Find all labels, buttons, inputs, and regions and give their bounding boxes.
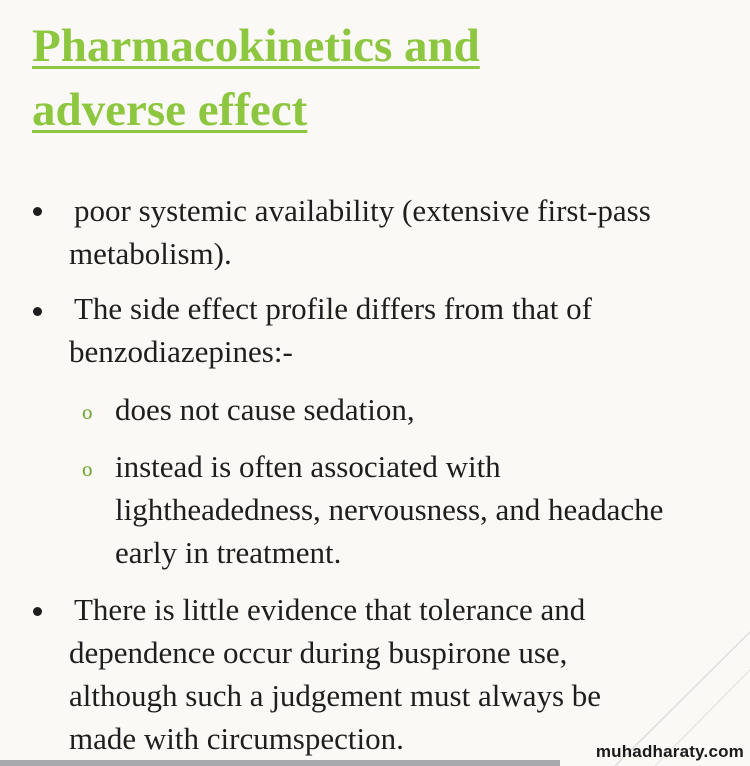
bullet-text-line: The side effect profile differs from that of bbox=[74, 291, 592, 326]
watermark: muhadharaty.com bbox=[595, 742, 744, 761]
sub-bullet-text-line: lightheadedness, nervousness, and headache bbox=[115, 492, 664, 527]
bullet-text-line: metabolism). bbox=[69, 236, 232, 271]
sub-bullet-item bbox=[115, 445, 663, 574]
bullet-item bbox=[69, 588, 601, 760]
title-line-1: Pharmacokinetics and bbox=[32, 20, 480, 72]
bullet-text-line: dependence occur during buspirone use, bbox=[69, 635, 568, 670]
slide-title bbox=[32, 14, 652, 142]
bullet-text-line: benzodiazepines:- bbox=[69, 334, 293, 369]
bullet-item bbox=[69, 287, 592, 373]
sub-bullet-text-line: instead is often associated with bbox=[115, 449, 501, 484]
title-line-2: adverse effect bbox=[32, 84, 308, 136]
bullet-text-line: although such a judgement must always be bbox=[69, 678, 602, 713]
bullet-dot-icon bbox=[33, 207, 42, 216]
sub-bullet-marker: o bbox=[82, 400, 93, 424]
sub-bullet-text-line: early in treatment. bbox=[115, 535, 342, 570]
sub-bullet-text-line: does not cause sedation, bbox=[115, 392, 415, 427]
bullet-text-line: poor systemic availability (extensive first-pass bbox=[74, 193, 651, 228]
bullet-text-line: made with circumspection. bbox=[69, 721, 404, 756]
bullet-dot-icon bbox=[33, 307, 42, 316]
bullet-text-line: There is little evidence that tolerance and bbox=[74, 592, 586, 627]
bullet-dot-icon bbox=[33, 607, 42, 616]
footer-bar bbox=[0, 760, 560, 766]
sub-bullet-marker: o bbox=[82, 457, 93, 481]
bullet-item bbox=[69, 189, 651, 275]
sub-bullet-item bbox=[115, 388, 415, 431]
